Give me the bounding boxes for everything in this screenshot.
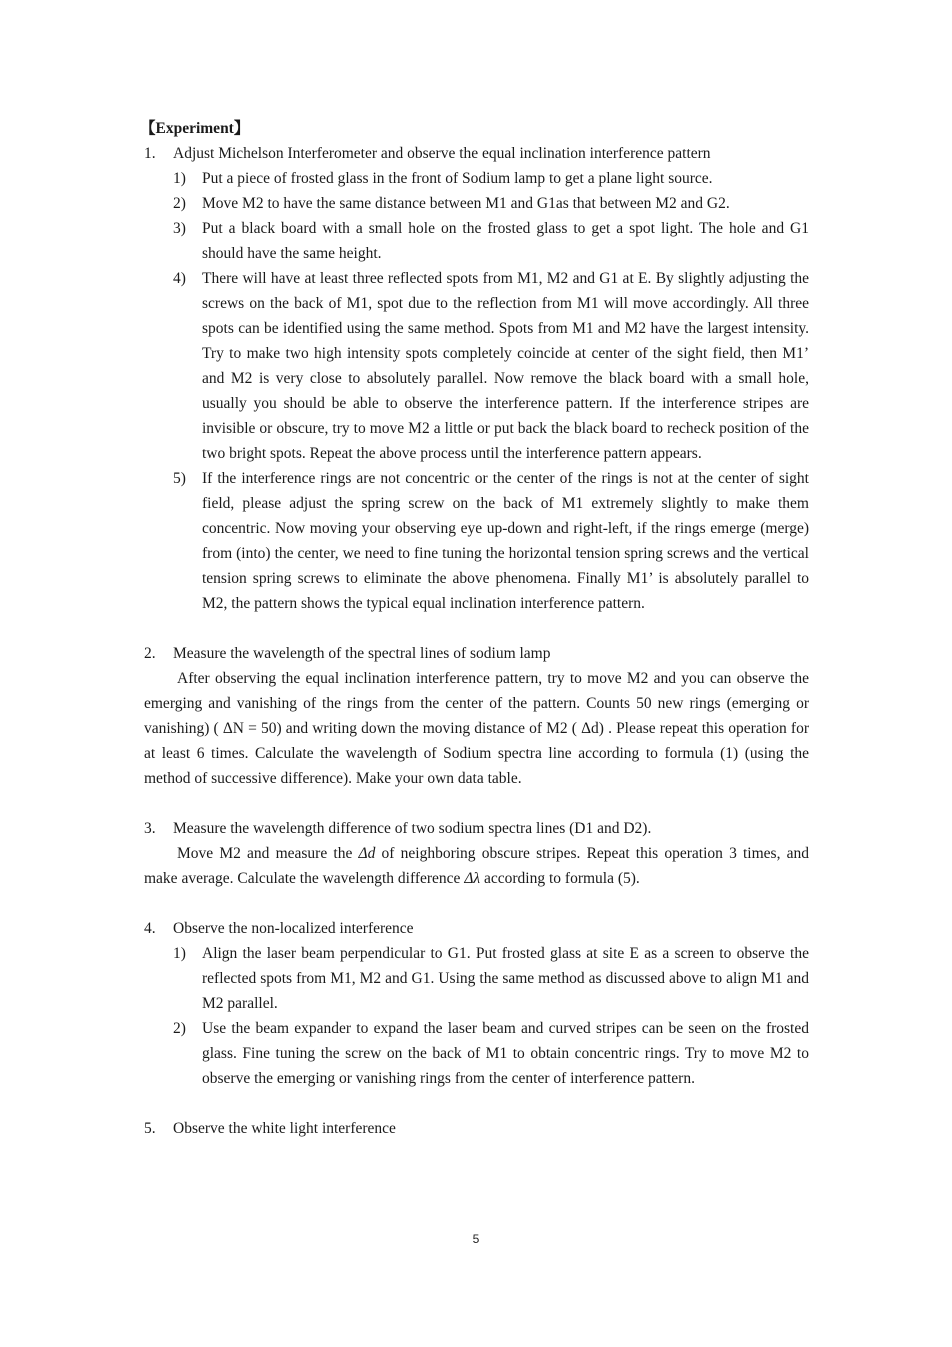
section-title: Observe the white light interference (173, 1120, 396, 1137)
paragraph-text: of neighboring obscure stripes. Repeat this operation 3 times, and make average. Calculate the wavelength difference (144, 845, 809, 887)
section-2-title (144, 641, 809, 666)
section-number: 5. (144, 1120, 156, 1137)
section-number: 2. (144, 645, 156, 662)
step-number: 2) (173, 195, 186, 212)
section-number: 1. (144, 145, 156, 162)
step-text: There will have at least three reflected spots from M1, M2 and G1 at E. By slightly adjusting the screws on the back of M1, spot due to the reflection from M1 will move accordingly. All three spots can be identified using the same method. Spots from M1 and M2 have the largest intensity. Try to make two high intensity spots completely coincide at center of the sight field, then M1’ and M2 is very close to absolutely parallel. Now remove the black board with a small hole, usually you should be able to observe the interference pattern. If the interference stripes are invisible or obscure, try to move M2 a little or put back the black board to recheck position of the two bright spots. Repeat the above process until the interference pattern appears. (202, 270, 809, 462)
paragraph-gap (144, 891, 809, 916)
step-number: 1) (173, 170, 186, 187)
section-4-title (144, 916, 809, 941)
step-item (144, 266, 809, 466)
delta-d-symbol: Δd (358, 845, 376, 862)
step-text: Use the beam expander to expand the laser beam and curved stripes can be seen on the frosted glass. Fine tuning the screw on the back of M1 to obtain concentric rings. Try to move M2 to observe the emerging or vanishing rings from the center of interference pattern. (202, 1020, 809, 1087)
step-text: Align the laser beam perpendicular to G1. Put frosted glass at site E as a screen to observe the reflected spots from M1, M2 and G1. Using the same method as discussed above to align M1 and M2 parallel. (202, 945, 809, 1012)
paragraph-gap (144, 791, 809, 816)
section-title: Measure the wavelength difference of two sodium spectra lines (D1 and D2). (173, 820, 652, 837)
page-number: 5 (472, 1232, 480, 1246)
section-title: Adjust Michelson Interferometer and observe the equal inclination interference pattern (173, 145, 711, 162)
paragraph-text: Move M2 and measure the (177, 845, 359, 862)
section-5-title (144, 1116, 809, 1141)
step-number: 2) (173, 1020, 186, 1037)
step-item (144, 466, 809, 616)
step-item (144, 166, 809, 191)
paragraph-gap (144, 616, 809, 641)
section-title: Measure the wavelength of the spectral lines of sodium lamp (173, 645, 551, 662)
section-number: 4. (144, 920, 156, 937)
section-paragraph: After observing the equal inclination interference pattern, try to move M2 and you can observe the emerging and vanishing of the rings from the center of the pattern. Counts 50 new rings (emerging or vanishing) ( ΔN = 50) and writing down the moving distance of M2 ( Δd) . Please repeat this operation for at least 6 times. Calculate the wavelength of Sodium spectra line according to formula (1) (using the method of successive difference). Make your own data table. (144, 670, 809, 787)
section-paragraph (144, 841, 809, 891)
step-text: Put a piece of frosted glass in the front of Sodium lamp to get a plane light source. (202, 170, 713, 187)
paragraph-text: according to formula (5). (480, 870, 640, 887)
paragraph-gap (144, 1091, 809, 1116)
section-title: Observe the non-localized interference (173, 920, 414, 937)
delta-lambda-symbol: Δλ (464, 870, 481, 887)
step-number: 4) (173, 270, 186, 287)
step-item (144, 216, 809, 266)
page-content (140, 116, 809, 1141)
step-text: If the interference rings are not concentric or the center of the rings is not at the center of sight field, please adjust the spring screw on the back of M1 extremely slightly to make them concentric. Now moving your observing eye up-down and right-left, if the rings emerge (merge) from (into) the center, we need to fine tuning the horizontal tension spring screws and the vertical tension spring screws to eliminate the above phenomena. Finally M1’ is absolutely parallel to M2, the pattern shows the typical equal inclination interference pattern. (202, 470, 809, 612)
section-heading: 【Experiment】 (140, 120, 250, 137)
step-item (144, 941, 809, 1016)
step-number: 5) (173, 470, 186, 487)
step-item (144, 1016, 809, 1091)
step-item (144, 191, 809, 216)
step-text: Move M2 to have the same distance between M1 and G1as that between M2 and G2. (202, 195, 730, 212)
section-1-title (144, 141, 809, 166)
step-text: Put a black board with a small hole on the frosted glass to get a spot light. The hole and G1 should have the same height. (202, 220, 809, 262)
step-number: 3) (173, 220, 186, 237)
section-number: 3. (144, 820, 156, 837)
step-number: 1) (173, 945, 186, 962)
section-3-title (144, 816, 809, 841)
